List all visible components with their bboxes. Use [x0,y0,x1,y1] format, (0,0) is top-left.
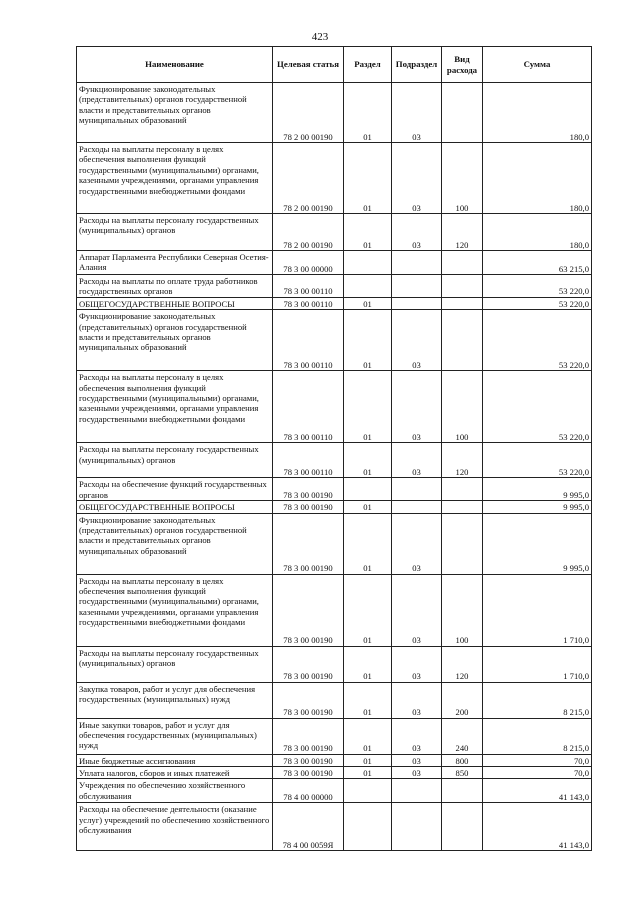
cell-section: 01 [344,310,392,371]
cell-section: 01 [344,83,392,143]
cell-name: Учреждения по обеспечению хозяйственного обслуживания [77,779,273,803]
cell-subsection: 03 [392,83,442,143]
table-row [77,310,592,371]
cell-amount: 63 215,0 [483,251,592,275]
cell-name: Уплата налогов, сборов и иных платежей [77,767,273,779]
cell-expense-type [442,803,483,851]
cell-expense-type: 100 [442,143,483,214]
cell-subsection [392,251,442,275]
table-header-row [77,47,592,83]
cell-amount: 41 143,0 [483,803,592,851]
cell-subsection: 03 [392,646,442,682]
cell-expense-type: 120 [442,214,483,251]
table-row [77,779,592,803]
cell-subsection: 03 [392,574,442,646]
cell-section [344,779,392,803]
cell-target: 78 3 00 00190 [273,513,344,574]
table-row [77,682,592,718]
header-expense-type: Вид расхода [442,47,483,83]
cell-subsection [392,501,442,513]
cell-expense-type: 200 [442,682,483,718]
cell-subsection [392,478,442,501]
cell-expense-type: 120 [442,646,483,682]
cell-amount: 1 710,0 [483,574,592,646]
cell-target: 78 3 00 00110 [273,297,344,309]
table-row [77,251,592,275]
cell-section: 01 [344,754,392,766]
header-amount: Сумма [483,47,592,83]
cell-subsection [392,779,442,803]
cell-amount: 8 215,0 [483,718,592,754]
cell-section: 01 [344,574,392,646]
cell-target: 78 3 00 00190 [273,718,344,754]
cell-name: Функционирование законодательных (представительных) органов государственной власти и представительных органов муниципальных образований [77,513,273,574]
cell-subsection: 03 [392,214,442,251]
cell-name: Иные закупки товаров, работ и услуг для обеспечения государственных (муниципальных) нужд [77,718,273,754]
table-row [77,501,592,513]
cell-amount: 53 220,0 [483,371,592,443]
cell-section: 01 [344,143,392,214]
cell-target: 78 3 00 00190 [273,478,344,501]
cell-section: 01 [344,371,392,443]
cell-amount: 1 710,0 [483,646,592,682]
cell-section: 01 [344,682,392,718]
cell-section: 01 [344,718,392,754]
cell-expense-type: 100 [442,371,483,443]
header-name: Наименование [77,47,273,83]
cell-target: 78 2 00 00190 [273,143,344,214]
cell-target: 78 3 00 00110 [273,275,344,298]
header-section: Раздел [344,47,392,83]
cell-subsection: 03 [392,371,442,443]
cell-name: Расходы на выплаты персоналу государственных (муниципальных) органов [77,214,273,251]
table-row [77,297,592,309]
cell-target: 78 4 00 00000 [273,779,344,803]
cell-expense-type [442,513,483,574]
cell-section [344,803,392,851]
header-subsection: Подраздел [392,47,442,83]
budget-table [76,46,592,851]
cell-expense-type [442,297,483,309]
cell-name: ОБЩЕГОСУДАРСТВЕННЫЕ ВОПРОСЫ [77,297,273,309]
cell-amount: 53 220,0 [483,275,592,298]
cell-section [344,478,392,501]
cell-name: Аппарат Парламента Республики Северная Осетия-Алания [77,251,273,275]
cell-name: Расходы на обеспечение функций государственных органов [77,478,273,501]
cell-amount: 41 143,0 [483,779,592,803]
cell-section: 01 [344,214,392,251]
cell-amount: 53 220,0 [483,443,592,478]
cell-section [344,275,392,298]
cell-subsection: 03 [392,513,442,574]
cell-target: 78 3 00 00190 [273,501,344,513]
cell-expense-type: 100 [442,574,483,646]
cell-target: 78 3 00 00190 [273,646,344,682]
cell-section: 01 [344,513,392,574]
cell-target: 78 3 00 00190 [273,767,344,779]
cell-name: Функционирование законодательных (представительных) органов государственной власти и представительных органов муниципальных образований [77,310,273,371]
cell-name: Расходы на выплаты персоналу государственных (муниципальных) органов [77,646,273,682]
cell-amount: 180,0 [483,143,592,214]
cell-name: ОБЩЕГОСУДАРСТВЕННЫЕ ВОПРОСЫ [77,501,273,513]
cell-name: Функционирование законодательных (представительных) органов государственной власти и представительных органов муниципальных образований [77,83,273,143]
cell-name: Расходы на обеспечение деятельности (оказание услуг) учреждений по обеспечению хозяйственного обслуживания [77,803,273,851]
cell-amount: 53 220,0 [483,310,592,371]
cell-target: 78 3 00 00110 [273,371,344,443]
cell-target: 78 3 00 00000 [273,251,344,275]
cell-expense-type [442,310,483,371]
cell-expense-type [442,251,483,275]
cell-subsection: 03 [392,767,442,779]
table-row [77,574,592,646]
cell-section: 01 [344,646,392,682]
cell-name: Закупка товаров, работ и услуг для обеспечения государственных (муниципальных) нужд [77,682,273,718]
table-row [77,718,592,754]
table-row [77,83,592,143]
table-row [77,513,592,574]
cell-amount: 9 995,0 [483,478,592,501]
cell-section: 01 [344,767,392,779]
cell-target: 78 4 00 0059Я [273,803,344,851]
cell-section: 01 [344,297,392,309]
cell-subsection: 03 [392,310,442,371]
cell-target: 78 2 00 00190 [273,214,344,251]
cell-expense-type: 850 [442,767,483,779]
cell-subsection [392,803,442,851]
cell-target: 78 3 00 00190 [273,682,344,718]
cell-expense-type [442,83,483,143]
cell-target: 78 2 00 00190 [273,83,344,143]
cell-section: 01 [344,501,392,513]
cell-expense-type [442,779,483,803]
cell-name: Расходы на выплаты по оплате труда работников государственных органов [77,275,273,298]
header-target: Целевая статья [273,47,344,83]
table-row [77,214,592,251]
cell-subsection: 03 [392,682,442,718]
cell-expense-type [442,501,483,513]
table-row [77,275,592,298]
cell-expense-type [442,275,483,298]
table-body [77,83,592,851]
cell-expense-type: 120 [442,443,483,478]
table-row [77,443,592,478]
cell-subsection: 03 [392,718,442,754]
page-number: 423 [311,31,329,43]
cell-section: 01 [344,443,392,478]
cell-target: 78 3 00 00110 [273,443,344,478]
cell-expense-type: 240 [442,718,483,754]
cell-name: Расходы на выплаты персоналу в целях обеспечения выполнения функций государственными (муниципальными) органами, казенными учреждениями, органами управления государственными внебюджетными фондами [77,574,273,646]
table-row [77,767,592,779]
cell-amount: 8 215,0 [483,682,592,718]
cell-target: 78 3 00 00110 [273,310,344,371]
cell-name: Расходы на выплаты персоналу в целях обеспечения выполнения функций государственными (муниципальными) органами, казенными учреждениями, органами управления государственными внебюджетными фондами [77,371,273,443]
table-row [77,143,592,214]
table-row [77,754,592,766]
cell-subsection: 03 [392,754,442,766]
cell-amount: 70,0 [483,767,592,779]
cell-target: 78 3 00 00190 [273,574,344,646]
cell-expense-type: 800 [442,754,483,766]
cell-subsection: 03 [392,143,442,214]
table-row [77,478,592,501]
cell-amount: 70,0 [483,754,592,766]
cell-subsection [392,297,442,309]
cell-name: Расходы на выплаты персоналу в целях обеспечения выполнения функций государственными (муниципальными) органами, казенными учреждениями, органами управления государственными внебюджетными фондами [77,143,273,214]
cell-amount: 9 995,0 [483,513,592,574]
table-row [77,646,592,682]
cell-amount: 180,0 [483,214,592,251]
cell-name: Расходы на выплаты персоналу государственных (муниципальных) органов [77,443,273,478]
cell-amount: 53 220,0 [483,297,592,309]
cell-subsection [392,275,442,298]
cell-amount: 180,0 [483,83,592,143]
table-row [77,371,592,443]
cell-section [344,251,392,275]
cell-target: 78 3 00 00190 [273,754,344,766]
cell-subsection: 03 [392,443,442,478]
cell-name: Иные бюджетные ассигнования [77,754,273,766]
cell-amount: 9 995,0 [483,501,592,513]
table-row [77,803,592,851]
cell-expense-type [442,478,483,501]
